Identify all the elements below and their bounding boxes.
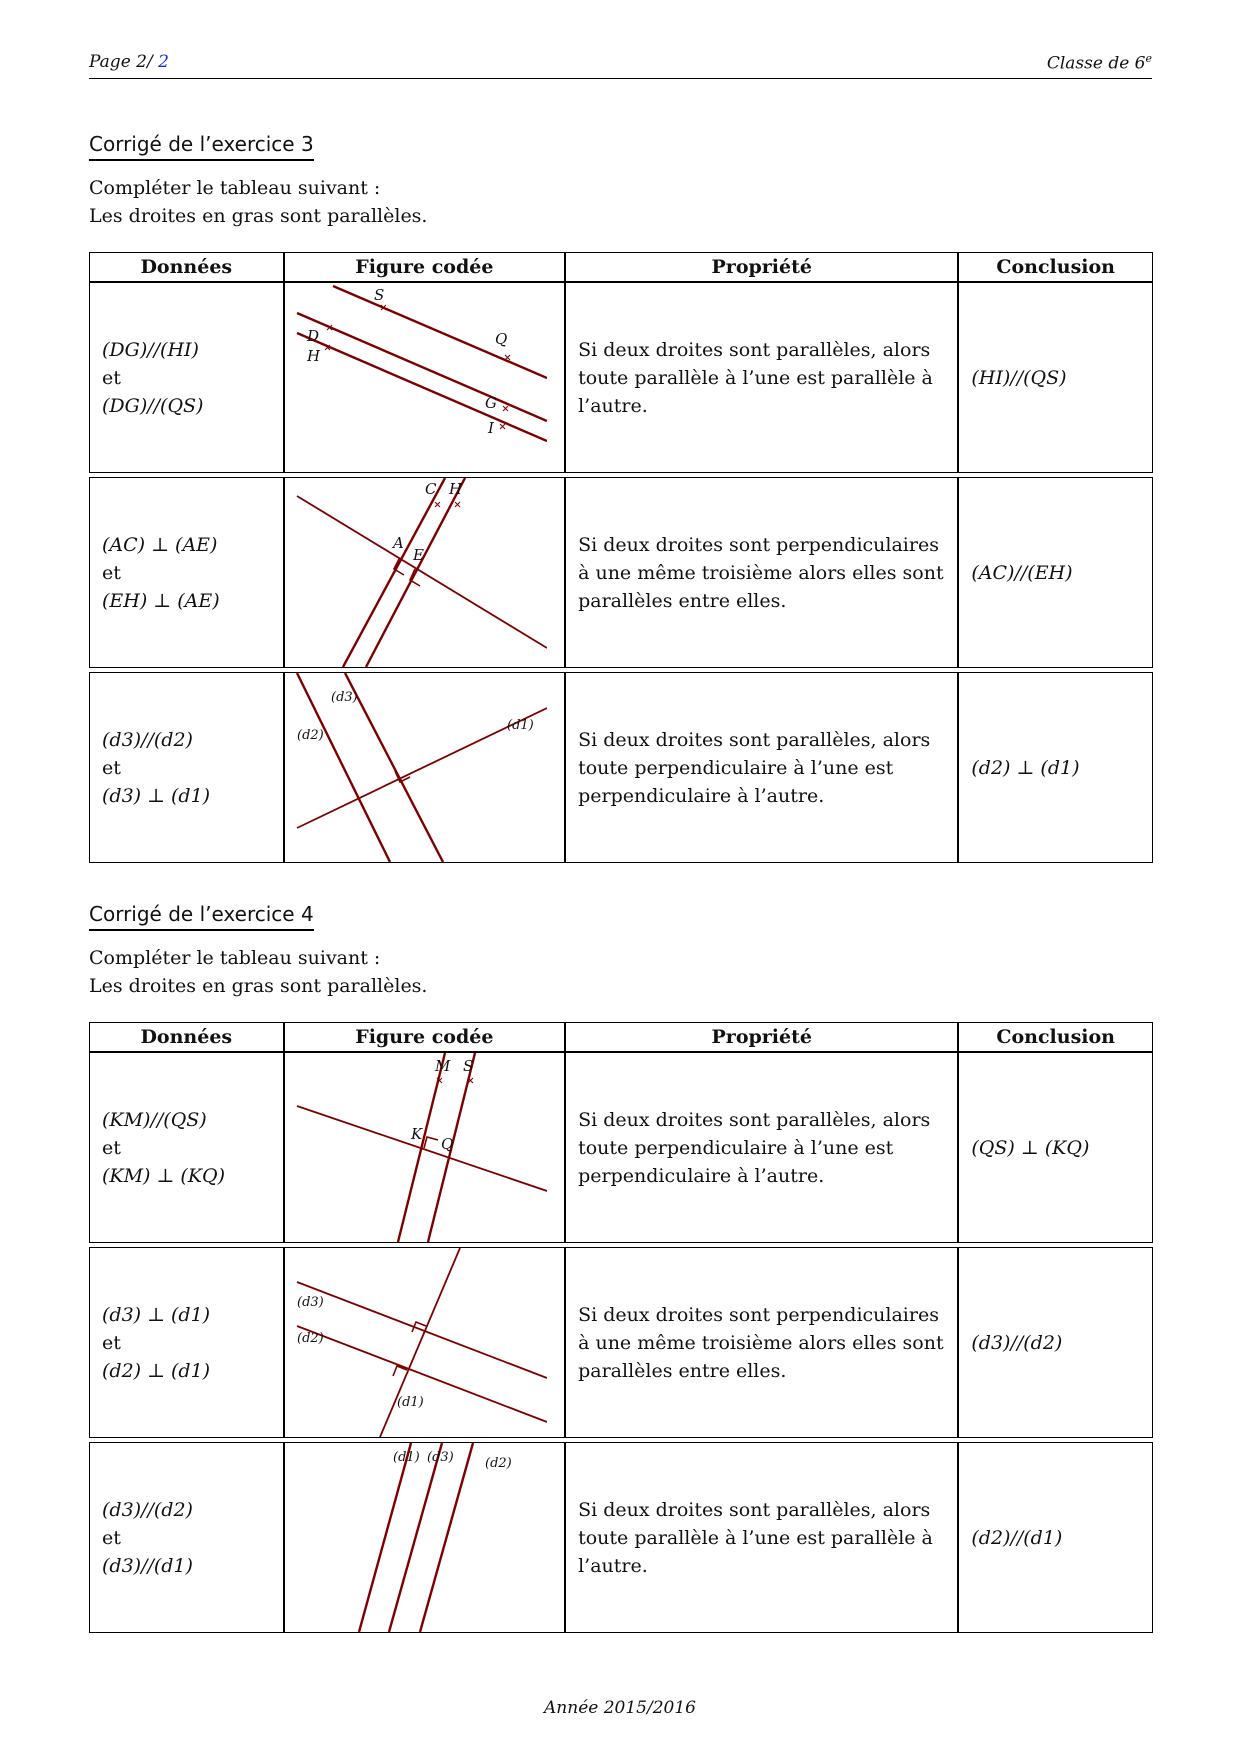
label-d2: (d2) <box>484 1456 512 1471</box>
et-text: et <box>102 1136 121 1159</box>
class-label <box>1047 52 1152 74</box>
line-d3 <box>389 1443 442 1632</box>
propriete-cell: Si deux droites sont parallèles, alors toute perpendiculaire à l’une est perpendiculaire à l’autre. <box>565 1052 958 1243</box>
donnees-cell <box>89 1247 284 1438</box>
exercise4-title: Corrigé de l’exercice 4 <box>89 902 314 931</box>
donnee-1: (KM)//(QS) <box>102 1108 207 1131</box>
label-i: I <box>487 419 494 437</box>
table-row <box>89 1442 1153 1633</box>
col-header-figure: Figure codée <box>284 252 566 282</box>
donnee-2: (d2) ⊥ (d1) <box>102 1359 211 1382</box>
figure-parallel-lines <box>285 283 547 472</box>
conclusion-cell: (AC)//(EH) <box>958 477 1153 668</box>
propriete-cell: Si deux droites sont parallèles, alors toute parallèle à l’une est parallèle à l’autre. <box>565 282 958 473</box>
donnees-cell <box>89 477 284 668</box>
label-q: Q <box>494 330 507 348</box>
label-d1: (d1) <box>392 1450 420 1465</box>
table-header-row <box>89 252 1153 282</box>
label-c: C <box>424 480 437 498</box>
conclusion-cell: (d2)//(d1) <box>958 1442 1153 1633</box>
page-footer: Année 2015/2016 <box>544 1698 696 1718</box>
donnee-2: (DG)//(QS) <box>102 394 204 417</box>
line-hi <box>297 333 547 441</box>
label-d: D <box>306 327 319 345</box>
label-d3: (d3) <box>330 690 358 705</box>
label-e: E <box>412 546 424 564</box>
label-g: G <box>484 394 497 412</box>
label-h: H <box>306 347 320 365</box>
exercise3-intro-line1: Compléter le tableau suivant : <box>89 177 381 199</box>
propriete-cell: Si deux droites sont parallèles, alors toute parallèle à l’une est parallèle à l’autre. <box>565 1442 958 1633</box>
line-eh <box>366 478 465 667</box>
table-row <box>89 672 1153 863</box>
line-d3 <box>345 673 443 862</box>
figure-cell <box>284 1052 566 1243</box>
col-header-figure: Figure codée <box>284 1022 566 1052</box>
exercise3-intro-line2: Les droites en gras sont parallèles. <box>89 205 428 227</box>
donnees-cell <box>89 1442 284 1633</box>
col-header-donnees: Données <box>89 1022 284 1052</box>
et-text: et <box>102 366 121 389</box>
figure-cell <box>284 477 566 668</box>
label-a: A <box>392 534 404 552</box>
class-text: Classe de 6 <box>1046 53 1146 74</box>
figure-km-qs <box>285 1053 547 1242</box>
figure-cell <box>284 1442 566 1633</box>
figure-cell <box>284 282 566 473</box>
table-header-row <box>89 1022 1153 1052</box>
conclusion-cell: (QS) ⊥ (KQ) <box>958 1052 1153 1243</box>
col-header-conclusion: Conclusion <box>958 252 1153 282</box>
table-row <box>89 1247 1153 1438</box>
donnee-2: (d3)//(d1) <box>102 1554 193 1577</box>
donnees-cell <box>89 672 284 863</box>
label-k: K <box>410 1125 422 1143</box>
line-d3 <box>297 1282 547 1378</box>
col-header-propriete: Propriété <box>565 252 958 282</box>
label-s: S <box>462 1057 473 1075</box>
table-row <box>89 1052 1153 1243</box>
donnee-1: (d3)//(d2) <box>102 1498 193 1521</box>
donnee-1: (d3) ⊥ (d1) <box>102 1303 211 1326</box>
table-row <box>89 477 1153 668</box>
label-d2: (d2) <box>296 728 324 743</box>
page-header <box>89 50 1152 79</box>
figure-two-perpendiculars <box>285 1248 547 1437</box>
label-s: S <box>373 286 384 304</box>
exercise4-intro <box>89 944 427 1000</box>
donnee-1: (d3)//(d2) <box>102 728 193 751</box>
figure-perpendicular-parallels <box>285 673 547 862</box>
conclusion-cell: (d2) ⊥ (d1) <box>958 672 1153 863</box>
figure-perpendicular-lines <box>285 478 547 667</box>
label-m: M <box>434 1057 450 1075</box>
et-text: et <box>102 1331 121 1354</box>
donnee-2: (EH) ⊥ (AE) <box>102 589 220 612</box>
et-text: et <box>102 561 121 584</box>
label-d3: (d3) <box>426 1450 454 1465</box>
col-header-donnees: Données <box>89 252 284 282</box>
col-header-propriete: Propriété <box>565 1022 958 1052</box>
page-number <box>89 52 169 72</box>
label-d1: (d1) <box>506 718 534 733</box>
exercise3-intro <box>89 174 427 230</box>
propriete-cell: Si deux droites sont perpendiculaires à une même troisième alors elles sont parallèles entre elles. <box>565 1247 958 1438</box>
propriete-cell: Si deux droites sont parallèles, alors toute perpendiculaire à l’une est perpendiculaire à l’autre. <box>565 672 958 863</box>
figure-cell <box>284 672 566 863</box>
label-d1: (d1) <box>396 1395 424 1410</box>
line-dg <box>297 313 547 421</box>
donnees-cell <box>89 282 284 473</box>
donnee-2: (KM) ⊥ (KQ) <box>102 1164 226 1187</box>
col-header-conclusion: Conclusion <box>958 1022 1153 1052</box>
label-d2: (d2) <box>296 1331 324 1346</box>
page-label: Page 2/ <box>89 52 153 72</box>
et-text: et <box>102 1526 121 1549</box>
exercise4-intro-line2: Les droites en gras sont parallèles. <box>89 975 428 997</box>
donnee-1: (AC) ⊥ (AE) <box>102 533 218 556</box>
line-ac <box>343 478 445 667</box>
figure-cell <box>284 1247 566 1438</box>
table-row <box>89 282 1153 473</box>
label-d3: (d3) <box>296 1295 324 1310</box>
page-link[interactable]: 2 <box>158 52 169 72</box>
donnees-cell <box>89 1052 284 1243</box>
exercise3-table <box>89 252 1153 863</box>
figure-three-parallels <box>285 1443 547 1632</box>
label-h: H <box>448 480 462 498</box>
exercise4-table <box>89 1022 1153 1633</box>
label-q: Q <box>440 1135 453 1153</box>
line-qs <box>333 286 547 378</box>
exercise4-intro-line1: Compléter le tableau suivant : <box>89 947 381 969</box>
conclusion-cell: (d3)//(d2) <box>958 1247 1153 1438</box>
et-text: et <box>102 756 121 779</box>
exercise3-title: Corrigé de l’exercice 3 <box>89 132 314 161</box>
propriete-cell: Si deux droites sont perpendiculaires à une même troisième alors elles sont parallèles entre elles. <box>565 477 958 668</box>
class-superscript: e <box>1145 52 1152 65</box>
line-d2 <box>420 1443 473 1632</box>
conclusion-cell: (HI)//(QS) <box>958 282 1153 473</box>
donnee-2: (d3) ⊥ (d1) <box>102 784 211 807</box>
line-d1 <box>359 1443 411 1632</box>
donnee-1: (DG)//(HI) <box>102 338 199 361</box>
